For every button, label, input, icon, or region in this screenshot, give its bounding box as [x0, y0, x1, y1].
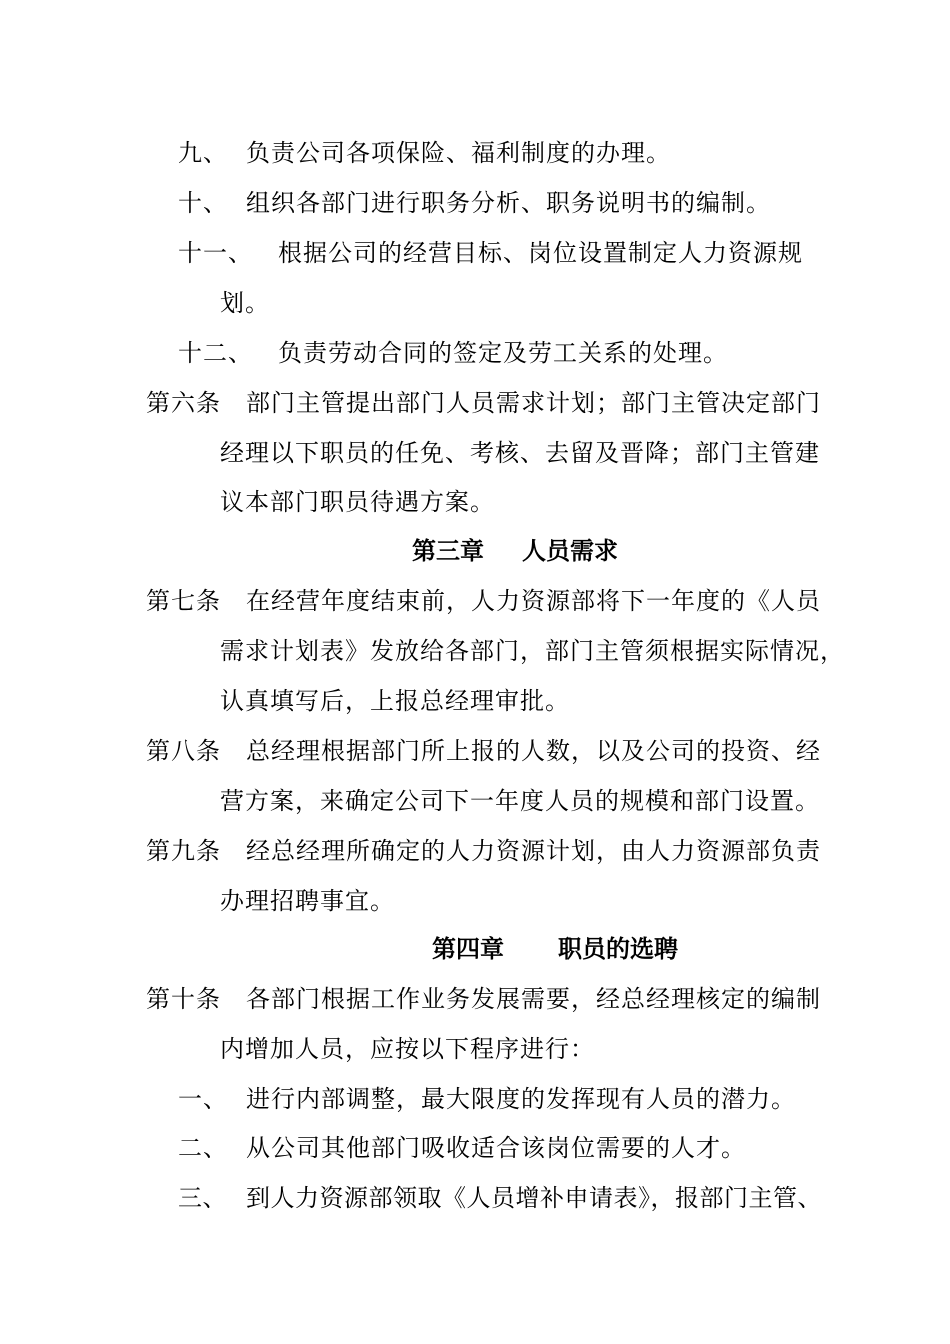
list-item	[178, 338, 728, 368]
item-number: 一、	[178, 1085, 228, 1113]
article-continuation	[220, 686, 570, 716]
chapter-heading	[432, 934, 678, 964]
article	[146, 984, 821, 1014]
article-text: 在经营年度结束前，人力资源部将下一年度的《人员	[246, 587, 821, 615]
article-continuation	[220, 1034, 595, 1064]
list-item-continuation	[220, 288, 270, 318]
item-number: 十一、	[178, 239, 253, 267]
article-text: 办理招聘事宜。	[220, 887, 395, 915]
article-number: 第八条	[146, 737, 221, 765]
list-item	[178, 1084, 796, 1114]
list-item	[178, 238, 803, 268]
article-text: 总经理根据部门所上报的人数，以及公司的投资、经	[246, 737, 821, 765]
item-text: 组织各部门进行职务分析、职务说明书的编制。	[246, 189, 771, 217]
item-text: 负责劳动合同的签定及劳工关系的处理。	[278, 339, 728, 367]
item-text: 进行内部调整，最大限度的发挥现有人员的潜力。	[246, 1085, 796, 1113]
article-continuation	[220, 636, 845, 666]
item-text: 负责公司各项保险、福利制度的办理。	[246, 139, 671, 167]
chapter-number: 第三章	[412, 537, 484, 565]
list-item	[178, 1133, 746, 1163]
chapter-title: 人员需求	[522, 537, 618, 565]
item-text: 根据公司的经营目标、岗位设置制定人力资源规	[278, 239, 803, 267]
list-item	[178, 188, 771, 218]
article	[146, 388, 821, 418]
item-number: 二、	[178, 1134, 228, 1162]
item-text: 到人力资源部领取《人员增补申请表》，报部门主管、	[246, 1184, 822, 1212]
article-text: 经理以下职员的任免、考核、去留及晋降；部门主管建	[220, 439, 820, 467]
article-text: 内增加人员，应按以下程序进行：	[220, 1035, 595, 1063]
chapter-number: 第四章	[432, 935, 504, 963]
article-continuation	[220, 886, 395, 916]
list-item	[178, 1183, 822, 1213]
article-text: 议本部门职员待遇方案。	[220, 488, 495, 516]
article-text: 各部门根据工作业务发展需要，经总经理核定的编制	[246, 985, 821, 1013]
article	[146, 736, 821, 766]
article-continuation	[220, 438, 820, 468]
article-number: 第六条	[146, 389, 221, 417]
chapter-heading	[412, 536, 618, 566]
article-text: 营方案，来确定公司下一年度人员的规模和部门设置。	[220, 787, 820, 815]
article-text: 部门主管提出部门人员需求计划；部门主管决定部门	[246, 389, 821, 417]
article	[146, 836, 821, 866]
article-number: 第九条	[146, 837, 221, 865]
item-number: 十、	[178, 189, 228, 217]
article-continuation	[220, 487, 495, 517]
article-text: 需求计划表》发放给各部门，部门主管须根据实际情况，	[220, 637, 845, 665]
article-text: 经总经理所确定的人力资源计划，由人力资源部负责	[246, 837, 821, 865]
chapter-title: 职员的选聘	[558, 935, 678, 963]
article-text: 认真填写后，上报总经理审批。	[220, 687, 570, 715]
item-text: 划。	[220, 289, 270, 317]
item-number: 九、	[178, 139, 228, 167]
article	[146, 586, 821, 616]
article-number: 第十条	[146, 985, 221, 1013]
list-item	[178, 138, 671, 168]
item-number: 十二、	[178, 339, 253, 367]
item-number: 三、	[178, 1184, 227, 1212]
item-text: 从公司其他部门吸收适合该岗位需要的人才。	[246, 1134, 746, 1162]
article-number: 第七条	[146, 587, 221, 615]
article-continuation	[220, 786, 820, 816]
